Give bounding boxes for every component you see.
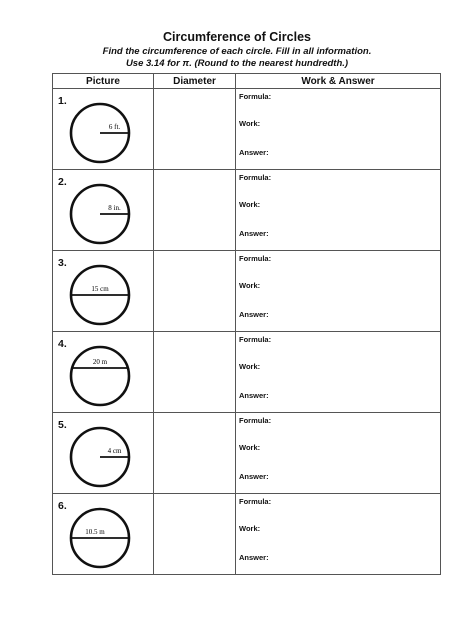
work-cell-6[interactable] bbox=[236, 494, 441, 575]
picture-cell-6 bbox=[53, 494, 154, 575]
diameter-cell-2[interactable] bbox=[154, 170, 236, 251]
worksheet-table bbox=[52, 73, 441, 575]
picture-cell-2 bbox=[53, 170, 154, 251]
formula-label-5: Formula: bbox=[239, 416, 272, 425]
circle-figure-1 bbox=[65, 95, 135, 165]
problem-number-1: 1. bbox=[58, 95, 67, 107]
diameter-cell-5[interactable] bbox=[154, 413, 236, 494]
circle-figure-3 bbox=[65, 257, 135, 327]
work-label-2: Work: bbox=[239, 200, 261, 209]
answer-label-4: Answer: bbox=[239, 391, 269, 400]
circle-figure-5 bbox=[65, 419, 135, 489]
diameter-cell-1[interactable] bbox=[154, 89, 236, 170]
measure-label-6: 10.5 m bbox=[85, 528, 105, 536]
header-work-answer: Work & Answer bbox=[236, 74, 441, 89]
problem-row-5 bbox=[53, 413, 441, 494]
answer-label-1: Answer: bbox=[239, 148, 269, 157]
instructions-line-2: Use 3.14 for π. (Round to the nearest hundredth.) bbox=[125, 58, 349, 69]
header-picture: Picture bbox=[53, 74, 154, 89]
work-cell-3[interactable] bbox=[236, 251, 441, 332]
work-label-3: Work: bbox=[239, 281, 261, 290]
work-label-4: Work: bbox=[239, 362, 261, 371]
answer-label-6: Answer: bbox=[239, 553, 269, 562]
measure-label-4: 20 m bbox=[92, 358, 108, 366]
work-cell-1[interactable] bbox=[236, 89, 441, 170]
picture-cell-3 bbox=[53, 251, 154, 332]
formula-label-2: Formula: bbox=[239, 173, 272, 182]
instructions-line-1: Find the circumference of each circle. Fill in all information. bbox=[102, 46, 372, 57]
circle-figure-4 bbox=[65, 338, 135, 408]
problem-number-2: 2. bbox=[58, 176, 67, 188]
measure-label-2: 8 in. bbox=[108, 204, 121, 212]
circle-figure-2 bbox=[65, 176, 135, 246]
work-label-5: Work: bbox=[239, 443, 261, 452]
work-label-6: Work: bbox=[239, 524, 261, 533]
formula-label-3: Formula: bbox=[239, 254, 272, 263]
measure-label-3: 15 cm bbox=[91, 285, 109, 293]
problem-number-4: 4. bbox=[58, 338, 67, 350]
work-cell-5[interactable] bbox=[236, 413, 441, 494]
answer-label-3: Answer: bbox=[239, 310, 269, 319]
picture-cell-5 bbox=[53, 413, 154, 494]
problem-row-6 bbox=[53, 494, 441, 575]
problem-number-3: 3. bbox=[58, 257, 67, 269]
diameter-cell-6[interactable] bbox=[154, 494, 236, 575]
problem-row-4 bbox=[53, 332, 441, 413]
problem-number-6: 6. bbox=[58, 500, 67, 512]
problem-row-3 bbox=[53, 251, 441, 332]
answer-label-5: Answer: bbox=[239, 472, 269, 481]
measure-label-5: 4 cm bbox=[107, 447, 122, 455]
diameter-cell-4[interactable] bbox=[154, 332, 236, 413]
measure-label-1: 6 ft. bbox=[108, 123, 121, 131]
header-diameter: Diameter bbox=[154, 74, 236, 89]
worksheet-title: Circumference of Circles bbox=[163, 30, 311, 44]
picture-cell-4 bbox=[53, 332, 154, 413]
problem-row-2 bbox=[53, 170, 441, 251]
formula-label-4: Formula: bbox=[239, 335, 272, 344]
work-cell-4[interactable] bbox=[236, 332, 441, 413]
diameter-cell-3[interactable] bbox=[154, 251, 236, 332]
formula-label-6: Formula: bbox=[239, 497, 272, 506]
work-label-1: Work: bbox=[239, 119, 261, 128]
problem-row-1 bbox=[53, 89, 441, 170]
header-row bbox=[53, 74, 441, 89]
formula-label-1: Formula: bbox=[239, 92, 272, 101]
circle-figure-6 bbox=[65, 500, 135, 570]
picture-cell-1 bbox=[53, 89, 154, 170]
work-cell-2[interactable] bbox=[236, 170, 441, 251]
answer-label-2: Answer: bbox=[239, 229, 269, 238]
problem-number-5: 5. bbox=[58, 419, 67, 431]
